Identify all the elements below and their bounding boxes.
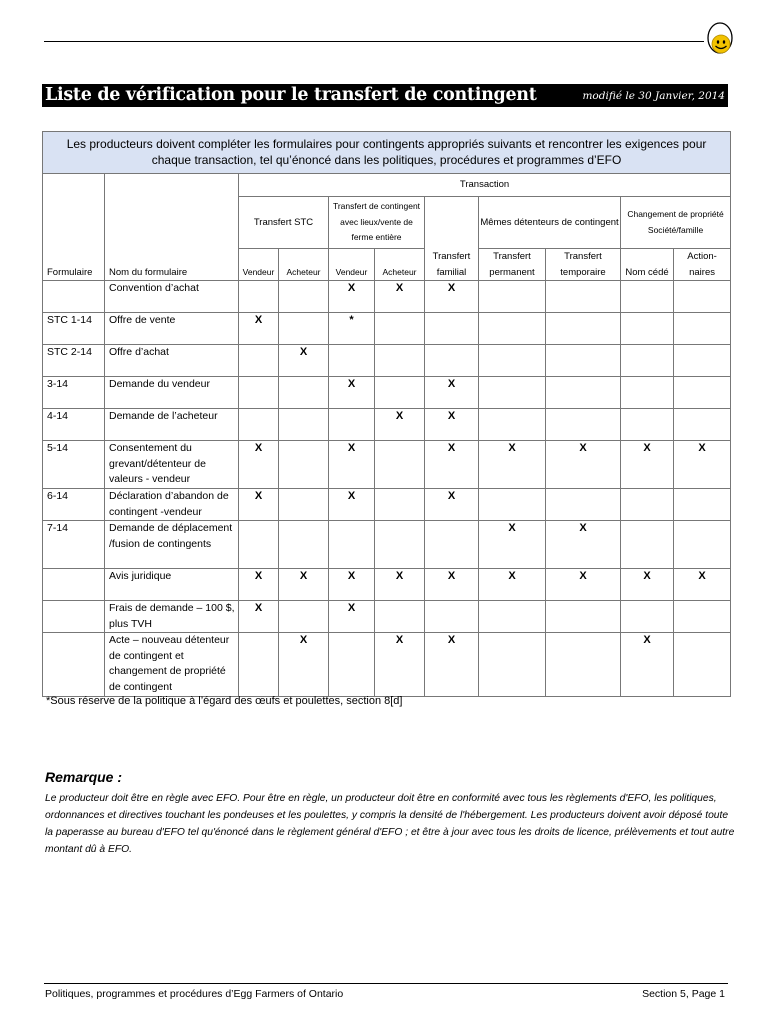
form-code — [43, 633, 105, 697]
form-name: Demande du vendeur — [105, 377, 239, 409]
check-cell — [375, 521, 425, 569]
transaction-header: Transaction — [239, 174, 731, 197]
check-cell: X — [239, 569, 279, 601]
check-cell: X — [425, 281, 479, 313]
check-cell — [239, 521, 279, 569]
check-cell — [546, 409, 621, 441]
check-cell — [621, 409, 674, 441]
check-cell — [546, 313, 621, 345]
check-cell — [279, 601, 329, 633]
formulaire-header-cell — [43, 174, 105, 281]
table-row — [43, 409, 731, 441]
check-cell — [546, 489, 621, 521]
form-name: Demande de l’acheteur — [105, 409, 239, 441]
check-cell: X — [621, 569, 674, 601]
footer-page-number: Section 5, Page 1 — [642, 988, 725, 1000]
check-cell — [239, 345, 279, 377]
table-row — [43, 489, 731, 521]
check-cell — [546, 377, 621, 409]
check-cell: X — [375, 633, 425, 697]
table-row — [43, 281, 731, 313]
check-cell — [674, 281, 731, 313]
check-cell — [621, 601, 674, 633]
check-cell: X — [239, 489, 279, 521]
check-cell — [375, 601, 425, 633]
check-cell: X — [329, 569, 375, 601]
checklist-table — [42, 131, 731, 697]
vendeur-stc-header: Vendeur — [239, 249, 279, 281]
changement-propriete-header: Changement de propriété Société/famille — [621, 197, 731, 249]
form-name: Offre de vente — [105, 313, 239, 345]
check-cell — [425, 345, 479, 377]
check-cell: X — [279, 345, 329, 377]
check-cell: X — [479, 569, 546, 601]
table-row — [43, 569, 731, 601]
memes-detenteurs-header: Mêmes détenteurs de contingent — [479, 197, 621, 249]
table-row — [43, 441, 731, 489]
form-code: 4-14 — [43, 409, 105, 441]
check-cell: X — [425, 441, 479, 489]
check-cell — [546, 601, 621, 633]
form-name: Déclaration d’abandon de contingent -vendeur — [105, 489, 239, 521]
table-row — [43, 601, 731, 633]
form-code — [43, 281, 105, 313]
check-cell — [279, 489, 329, 521]
formulaire-header: Formulaire — [47, 266, 93, 278]
check-cell — [279, 313, 329, 345]
form-code: 6-14 — [43, 489, 105, 521]
form-code — [43, 601, 105, 633]
table-row — [43, 313, 731, 345]
check-cell — [375, 377, 425, 409]
check-cell — [479, 313, 546, 345]
intro-text: Les producteurs doivent compléter les formulaires pour contingents appropriés suivants et rencontrer les exigences pour chaque transaction, tel qu’énoncé dans les politiques, procédures et programmes d’EFO — [43, 132, 731, 174]
transfert-temporaire-header: Transfert temporaire — [546, 249, 621, 281]
check-cell — [479, 377, 546, 409]
table-row — [43, 521, 731, 569]
remark-body: Le producteur doit être en règle avec EFO. Pour être en règle, un producteur doit être en conformité avec tous les règlements d'EFO, les politiques, ordonnances et directives touchant les pondeuses et les poulettes, y compris la densité de l'hébergement. Les producteurs doivent avoir déposé toute la paperasse au bureau d'EFO tel qu'énoncé dans le règlement général d'EFO ; et être à jour avec tous les droits de licence, prélèvements et tout autre montant dû à EFO. — [45, 793, 735, 855]
check-cell — [621, 489, 674, 521]
check-cell: X — [674, 569, 731, 601]
check-cell — [375, 313, 425, 345]
check-cell — [375, 441, 425, 489]
table-row — [43, 345, 731, 377]
check-cell — [621, 313, 674, 345]
check-cell — [546, 345, 621, 377]
check-cell — [279, 409, 329, 441]
form-code: STC 1-14 — [43, 313, 105, 345]
check-cell: X — [279, 569, 329, 601]
check-cell — [621, 345, 674, 377]
footnote: *Sous réserve de la politique à l’égard des œufs et poulettes, section 8[d] — [46, 695, 403, 707]
check-cell — [329, 409, 375, 441]
check-cell: X — [425, 633, 479, 697]
check-cell — [674, 377, 731, 409]
check-cell: X — [621, 633, 674, 697]
check-cell — [674, 345, 731, 377]
form-name: Avis juridique — [105, 569, 239, 601]
form-name: Offre d’achat — [105, 345, 239, 377]
nom-header-cell — [105, 174, 239, 281]
check-cell: X — [479, 441, 546, 489]
form-code: 7-14 — [43, 521, 105, 569]
actionnaires-header: Action- naires — [674, 249, 731, 281]
check-cell: X — [239, 313, 279, 345]
acheteur-stc-header: Acheteur — [279, 249, 329, 281]
check-cell — [674, 313, 731, 345]
check-cell: * — [329, 313, 375, 345]
check-cell: X — [239, 601, 279, 633]
title-bar — [42, 84, 728, 107]
check-cell: X — [329, 441, 375, 489]
check-cell: X — [375, 409, 425, 441]
check-cell: X — [674, 441, 731, 489]
check-cell: X — [479, 521, 546, 569]
check-cell — [479, 281, 546, 313]
check-cell — [279, 521, 329, 569]
transfert-permanent-header: Transfert permanent — [479, 249, 546, 281]
check-cell — [674, 489, 731, 521]
check-cell: X — [425, 377, 479, 409]
form-code: 5-14 — [43, 441, 105, 489]
form-code: STC 2-14 — [43, 345, 105, 377]
check-cell: X — [279, 633, 329, 697]
check-cell — [425, 313, 479, 345]
nom-cede-header: Nom cédé — [621, 249, 674, 281]
check-cell — [279, 377, 329, 409]
check-cell: X — [329, 601, 375, 633]
form-name: Frais de demande – 100 $, plus TVH — [105, 601, 239, 633]
smiling-egg-logo-icon — [704, 17, 736, 57]
check-cell — [546, 281, 621, 313]
check-cell — [546, 633, 621, 697]
transfert-stc-header: Transfert STC — [239, 197, 329, 249]
remark-title: Remarque : — [45, 769, 123, 785]
footer-rule — [44, 983, 728, 984]
check-cell — [279, 281, 329, 313]
check-cell: X — [425, 409, 479, 441]
check-cell — [239, 409, 279, 441]
footer-title: Politiques, programmes et procédures d’Egg Farmers of Ontario — [45, 988, 344, 1000]
check-cell: X — [329, 489, 375, 521]
check-cell — [375, 345, 425, 377]
check-cell — [375, 489, 425, 521]
transaction-header-row — [43, 174, 731, 197]
check-cell — [329, 633, 375, 697]
form-name: Consentement du grevant/détenteur de valeurs - vendeur — [105, 441, 239, 489]
check-cell — [425, 521, 479, 569]
table-body — [43, 281, 731, 697]
form-name: Convention d’achat — [105, 281, 239, 313]
form-name: Acte – nouveau détenteur de contingent et changement de propriété de contingent — [105, 633, 239, 697]
check-cell — [621, 521, 674, 569]
check-cell: X — [425, 489, 479, 521]
form-name: Demande de déplacement /fusion de contingents — [105, 521, 239, 569]
check-cell — [239, 281, 279, 313]
check-cell — [479, 409, 546, 441]
top-rule — [44, 41, 704, 42]
check-cell: X — [546, 441, 621, 489]
check-cell — [674, 633, 731, 697]
vendeur-lieux-header: Vendeur — [329, 249, 375, 281]
modified-date: modifié le 30 Janvier, 2014 — [582, 90, 725, 102]
check-cell — [674, 409, 731, 441]
check-cell — [674, 601, 731, 633]
check-cell: X — [375, 569, 425, 601]
transfert-lieux-header: Transfert de contingent avec lieux/vente de ferme entière — [329, 197, 425, 249]
check-cell — [479, 633, 546, 697]
check-cell — [479, 601, 546, 633]
check-cell: X — [621, 441, 674, 489]
form-code: 3-14 — [43, 377, 105, 409]
check-cell: X — [425, 569, 479, 601]
check-cell — [239, 633, 279, 697]
check-cell: X — [329, 281, 375, 313]
check-cell — [621, 377, 674, 409]
table-row — [43, 633, 731, 697]
transfert-familial-header: Transfert familial — [425, 197, 479, 281]
check-cell — [329, 345, 375, 377]
table-row — [43, 377, 731, 409]
check-cell — [479, 489, 546, 521]
acheteur-lieux-header: Acheteur — [375, 249, 425, 281]
check-cell — [425, 601, 479, 633]
check-cell — [621, 281, 674, 313]
check-cell: X — [329, 377, 375, 409]
nom-header: Nom du formulaire — [109, 266, 188, 278]
check-cell: X — [375, 281, 425, 313]
check-cell — [479, 345, 546, 377]
intro-row — [43, 132, 731, 174]
check-cell — [239, 377, 279, 409]
page-title: Liste de vérification pour le transfert de contingent — [45, 85, 537, 105]
check-cell — [279, 441, 329, 489]
check-cell — [329, 521, 375, 569]
form-code — [43, 569, 105, 601]
check-cell — [674, 521, 731, 569]
check-cell: X — [239, 441, 279, 489]
check-cell: X — [546, 521, 621, 569]
check-cell: X — [546, 569, 621, 601]
